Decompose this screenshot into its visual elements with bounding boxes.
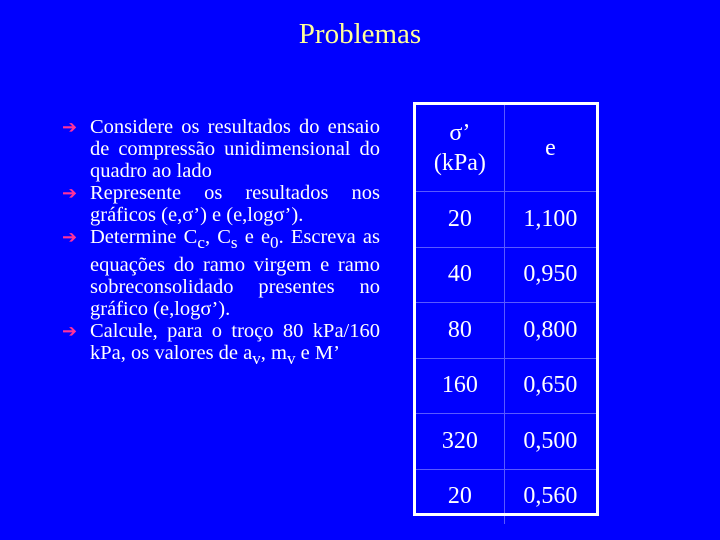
void-ratio-cell: 0,950 [504,247,596,303]
header-stress [416,105,504,192]
right-arrow-icon: ➔ [62,117,78,137]
table-row [416,247,596,303]
subscript: c [197,233,205,253]
bullet-text: . Escreva as equações do ramo virgem e ramo sobreconsolidado presentes no gráfico (e,logσ’). [90,226,380,321]
bullet-text: , C [204,226,231,248]
void-ratio-cell: 1,100 [504,192,596,248]
table-row [416,303,596,359]
right-arrow-icon: ➔ [62,227,78,247]
stress-cell: 320 [416,414,504,470]
stress-unit: (kPa) [433,150,486,176]
bullet-item [62,320,380,370]
bullet-text: e e [237,226,271,248]
table-row [416,414,596,470]
bullet-text: e M’ [295,342,340,365]
subscript: v [287,349,296,369]
bullet-text: Calcule, para o troço 80 kPa/160 kPa, os valores de a [90,320,380,365]
stress-cell: 20 [416,192,504,248]
void-ratio-cell: 0,560 [504,469,596,524]
bullet-item [62,226,380,320]
subscript: v [252,349,261,369]
subscript: s [230,233,238,253]
table-row [416,192,596,248]
stress-cell: 20 [416,469,504,524]
void-ratio-cell: 0,800 [504,303,596,359]
bullet-item [62,116,380,182]
stress-cell: 40 [416,247,504,303]
right-arrow-icon: ➔ [62,183,78,203]
table-row [416,358,596,414]
slide-title: Problemas [298,18,422,50]
header-void-ratio: e [545,135,556,161]
subscript: 0 [270,233,279,253]
problem-list [62,116,380,370]
stress-symbol: σ’ [449,120,471,146]
bullet-text: Considere os resultados do ensaio de compressão unidimensional do quadro ao lado [90,116,380,182]
stress-cell: 160 [416,358,504,414]
results-table [413,102,599,516]
bullet-text: Represente os resultados nos gráficos (e,σ’) e (e,logσ’). [90,182,380,226]
bullet-item [62,182,380,226]
void-ratio-cell: 0,650 [504,358,596,414]
bullet-text: , m [260,342,287,365]
table-row [416,469,596,524]
table-header-row [416,105,596,192]
void-ratio-cell: 0,500 [504,414,596,470]
right-arrow-icon: ➔ [62,321,78,342]
stress-cell: 80 [416,303,504,359]
bullet-text: Determine C [90,226,198,248]
